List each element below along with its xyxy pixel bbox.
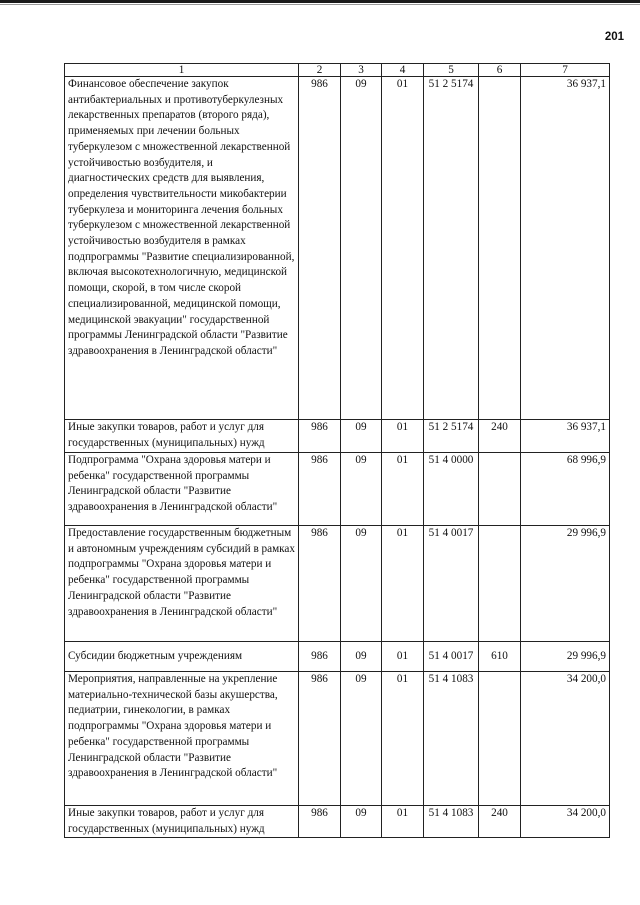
column-header-1: 1 (65, 64, 299, 77)
row-target-code: 51 2 5174 (424, 420, 479, 453)
column-header-3: 3 (341, 64, 382, 77)
row-subsection-code: 01 (382, 806, 424, 838)
row-expense-type (479, 526, 521, 642)
column-header-6: 6 (479, 64, 521, 77)
row-amount: 36 937,1 (521, 77, 610, 420)
column-header-4: 4 (382, 64, 424, 77)
table-row (65, 77, 610, 420)
row-target-code: 51 4 1083 (424, 806, 479, 838)
row-subsection-code: 01 (382, 77, 424, 420)
row-ministry-code: 986 (299, 642, 341, 672)
row-expense-type: 240 (479, 806, 521, 838)
row-expense-type (479, 453, 521, 526)
row-amount: 36 937,1 (521, 420, 610, 453)
row-section-code: 09 (341, 526, 382, 642)
row-name: Финансовое обеспечение закупок антибактериальных и противотуберкулезных лекарственных препаратов (второго ряда), применяемых при лечении больных туберкулезом с множественной лекарственной устойчивостью возбудителя, и диагностических средств для выявления, определения чувствительности микобактерии туберкулеза и мониторинга лечения больных туберкулезом с множественной лекарственной устойчивостью возбудителя в рамках подпрограммы "Развитие специализированной, включая высокотехнологичную, медицинской помощи, скорой, в том числе скорой специализированной, медицинской помощи, медицинской эвакуации" государственной программы Ленинградской области "Развитие здравоохранения в Ленинградской области" (65, 77, 299, 420)
row-expense-type: 610 (479, 642, 521, 672)
row-section-code: 09 (341, 806, 382, 838)
column-header-2: 2 (299, 64, 341, 77)
row-amount: 68 996,9 (521, 453, 610, 526)
row-section-code: 09 (341, 77, 382, 420)
row-name: Предоставление государственным бюджетным и автономным учреждениям субсидий в рамках подпрограммы "Охрана здоровья матери и ребенка" государственной программы Ленинградской области "Развитие здравоохранения в Ленинградской области" (65, 526, 299, 642)
column-header-5: 5 (424, 64, 479, 77)
row-amount: 34 200,0 (521, 672, 610, 806)
row-ministry-code: 986 (299, 672, 341, 806)
row-ministry-code: 986 (299, 806, 341, 838)
row-section-code: 09 (341, 453, 382, 526)
row-subsection-code: 01 (382, 672, 424, 806)
row-name: Иные закупки товаров, работ и услуг для государственных (муниципальных) нужд (65, 806, 299, 838)
row-target-code: 51 4 0000 (424, 453, 479, 526)
row-target-code: 51 4 0017 (424, 526, 479, 642)
row-amount: 29 996,9 (521, 526, 610, 642)
row-target-code: 51 4 0017 (424, 642, 479, 672)
table-row (65, 453, 610, 526)
table-row (65, 526, 610, 642)
row-expense-type: 240 (479, 420, 521, 453)
row-subsection-code: 01 (382, 420, 424, 453)
row-subsection-code: 01 (382, 453, 424, 526)
row-subsection-code: 01 (382, 642, 424, 672)
row-target-code: 51 4 1083 (424, 672, 479, 806)
row-amount: 29 996,9 (521, 642, 610, 672)
row-ministry-code: 986 (299, 77, 341, 420)
row-amount: 34 200,0 (521, 806, 610, 838)
table-row (65, 420, 610, 453)
row-ministry-code: 986 (299, 526, 341, 642)
row-section-code: 09 (341, 642, 382, 672)
row-target-code: 51 2 5174 (424, 77, 479, 420)
row-ministry-code: 986 (299, 453, 341, 526)
table-row (65, 806, 610, 838)
page-number: 201 (604, 31, 624, 43)
scan-top-edge-shadow (0, 4, 640, 5)
row-section-code: 09 (341, 420, 382, 453)
row-subsection-code: 01 (382, 526, 424, 642)
row-name: Подпрограмма "Охрана здоровья матери и ребенка" государственной программы Ленинградской области "Развитие здравоохранения в Ленинградской области" (65, 453, 299, 526)
budget-table (64, 63, 610, 838)
row-ministry-code: 986 (299, 420, 341, 453)
row-name: Субсидии бюджетным учреждениям (65, 642, 299, 672)
header-row (65, 64, 610, 77)
column-header-7: 7 (521, 64, 610, 77)
row-expense-type (479, 672, 521, 806)
table-row (65, 642, 610, 672)
table-row (65, 672, 610, 806)
row-section-code: 09 (341, 672, 382, 806)
row-expense-type (479, 77, 521, 420)
row-name: Иные закупки товаров, работ и услуг для государственных (муниципальных) нужд (65, 420, 299, 453)
scan-top-edge (0, 0, 640, 3)
row-name: Мероприятия, направленные на укрепление материально-технической базы акушерства, педиатрии, гинекологии, в рамках подпрограммы "Охрана здоровья матери и ребенка" государственной программы Ленинградской области "Развитие здравоохранения в Ленинградской области" (65, 672, 299, 806)
